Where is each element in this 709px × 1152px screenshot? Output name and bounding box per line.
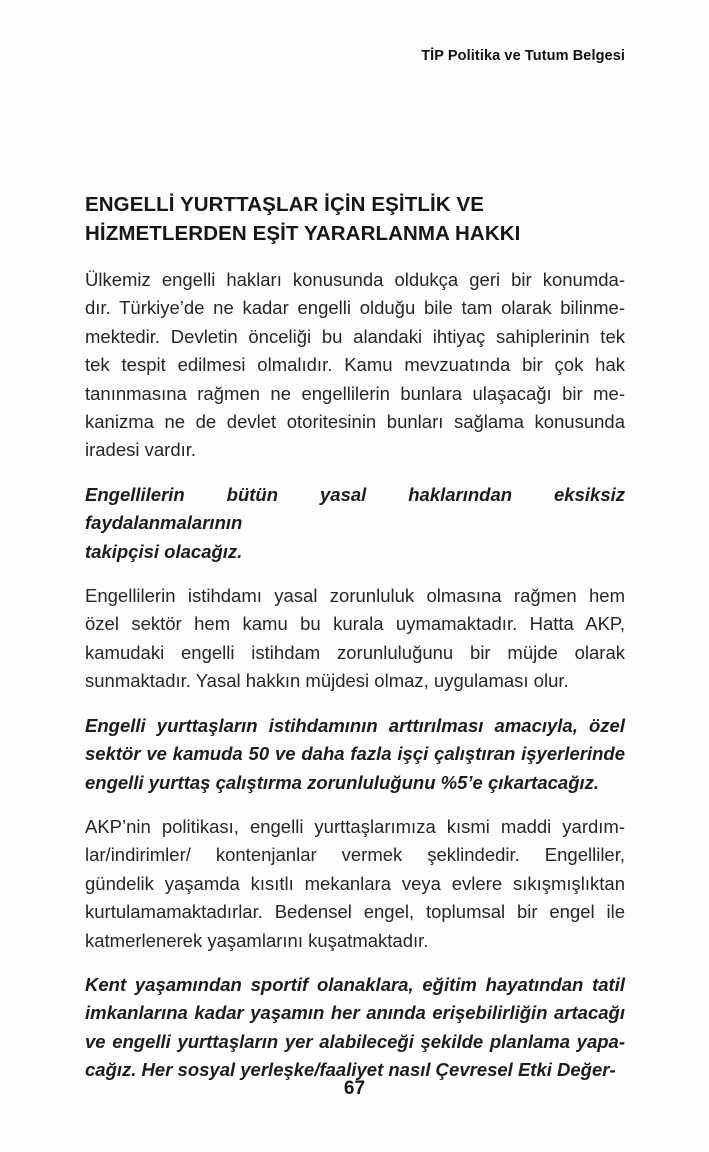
text-line: özel sektör hem kamu bu kurala uymamaktadır. Hatta AKP, [85, 613, 625, 635]
page-number: 67 [343, 1078, 366, 1099]
page-content [85, 190, 625, 1101]
text-line: AKP’nin politikası, engelli yurttaşlarımıza kısmi maddi yardım- [85, 815, 625, 837]
paragraph [85, 582, 625, 696]
section-heading-line-1: ENGELLİ YURTTAŞLAR İÇİN EŞİTLİK VE [85, 193, 484, 216]
text-line: takipçisi olacağız. [85, 540, 243, 562]
paragraph [85, 266, 625, 465]
paragraph [85, 813, 625, 955]
text-line: Ülkemiz engelli hakları konusunda oldukça geri bir konumda- [85, 269, 625, 290]
text-line: kamudaki engelli istihdam zorunluluğunu bir müjde olarak [85, 641, 625, 663]
text-line: tanınmasına rağmen ne engellilerin bunlara ulaşacağı bir me- [85, 382, 625, 404]
paragraphs-container [85, 266, 625, 1085]
paragraph [85, 481, 625, 566]
running-header: TİP Politika ve Tutum Belgesi [421, 48, 625, 64]
text-line: katmerlenerek yaşamlarını kuşatmaktadır. [85, 929, 429, 951]
paragraph [85, 971, 625, 1085]
text-line: Engellilerin istihdamı yasal zorunluluk olmasına rağmen hem [85, 585, 625, 607]
text-line: gündelik yaşamda kısıtlı mekanlara veya evlere sıkışmışlıktan [85, 872, 625, 894]
text-line: tek tespit edilmesi olmalıdır. Kamu mevzuatında bir çok hak [85, 354, 625, 376]
text-line: kurtulamamaktadırlar. Bedensel engel, toplumsal bir engel ile [85, 901, 625, 923]
section-heading [85, 190, 625, 248]
text-line: iradesi vardır. [85, 439, 197, 461]
text-line: sektör ve kamuda 50 ve daha fazla işçi çalıştıran işyerlerinde [85, 743, 625, 765]
text-line: cağız. Her sosyal yerleşke/faaliyet nasıl Çevresel Etki Değer- [85, 1059, 616, 1081]
text-line: sunmaktadır. Yasal hakkın müjdesi olmaz, uygulaması olur. [85, 670, 569, 692]
text-line: engelli yurttaş çalıştırma zorunluluğunu %5’e çıkartacağız. [85, 771, 600, 793]
text-line: mektedir. Devletin önceliği bu alandaki ihtiyaç sahiplerinin tek [85, 325, 625, 347]
text-line: Engelli yurttaşların istihdamının arttırılması amacıyla, özel [85, 714, 625, 736]
text-line: lar/indirimler/ kontenjanlar vermek şeklindedir. Engelliler, [85, 844, 625, 866]
paragraph [85, 712, 625, 797]
text-line: Kent yaşamından sportif olanaklara, eğitim hayatından tatil [85, 973, 625, 995]
text-line: kanizma ne de devlet otoritesinin bunları sağlama konusunda [85, 411, 625, 433]
text-line: ve engelli yurttaşların yer alabileceği şekilde planlama yapa- [85, 1030, 625, 1052]
text-line: imkanlarına kadar yaşamın her anında erişebilirliğin artacağı [85, 1002, 625, 1024]
text-line: dır. Türkiye’de ne kadar engelli olduğu bile tam olarak bilinme- [85, 297, 625, 319]
text-line: Engellilerin bütün yasal haklarından eksiksiz faydalanmalarının [85, 483, 625, 534]
section-heading-line-2: HİZMETLERDEN EŞİT YARARLANMA HAKKI [85, 222, 521, 245]
